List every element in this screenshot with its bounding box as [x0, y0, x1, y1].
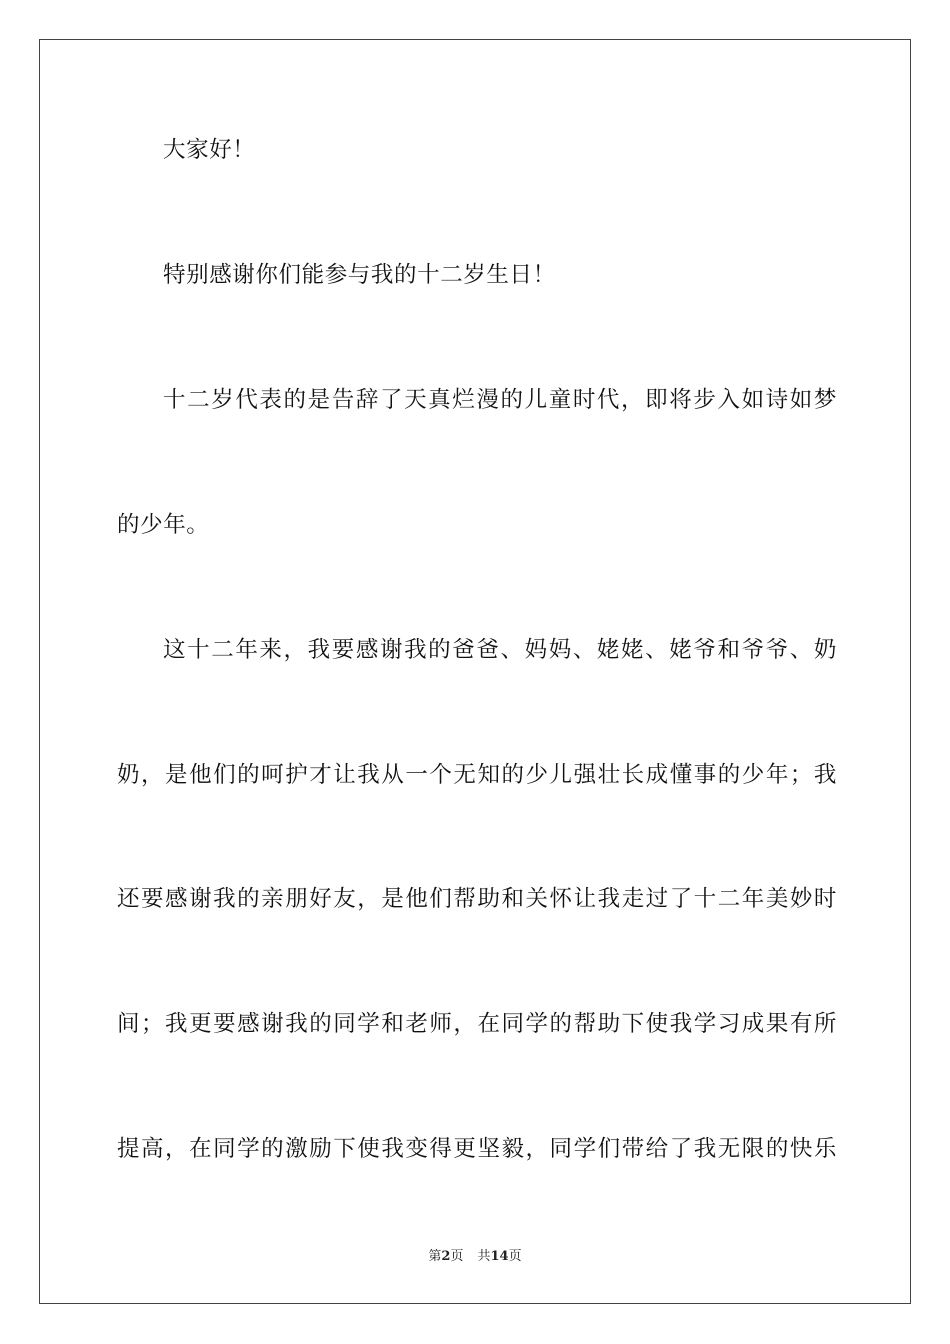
paragraph-greeting: 大家好！: [163, 137, 256, 163]
page-prefix: 第: [428, 1249, 442, 1264]
paragraph-thanks: 特别感谢你们能参与我的十二岁生日！: [163, 262, 556, 288]
total-pages: 14: [490, 1249, 509, 1264]
paragraph-line: 还要感谢我的亲朋好友，是他们帮助和关怀让我走过了十二年美妙时: [117, 886, 837, 912]
paragraph-line: 间；我更要感谢我的同学和老师，在同学的帮助下使我学习成果有所: [117, 1011, 837, 1037]
paragraph-line: 奶，是他们的呵护才让我从一个无知的少儿强壮长成懂事的少年；我: [117, 762, 837, 788]
page-suffix: 页: [450, 1249, 464, 1264]
paragraph-line: 的少年。: [117, 512, 210, 538]
page-footer: [0, 1248, 950, 1266]
page-frame: [39, 39, 911, 1304]
paragraph-line: 提高，在同学的激励下使我变得更坚毅，同学们带给了我无限的快乐: [117, 1136, 837, 1162]
paragraph-line: 十二岁代表的是告辞了天真烂漫的儿童时代，即将步入如诗如梦: [163, 387, 837, 413]
total-prefix: 共: [477, 1249, 491, 1264]
paragraph-line: 这十二年来，我要感谢我的爸爸、妈妈、姥姥、姥爷和爷爷、奶: [163, 637, 837, 663]
total-suffix: 页: [508, 1249, 522, 1264]
page-number: 2: [441, 1249, 451, 1264]
